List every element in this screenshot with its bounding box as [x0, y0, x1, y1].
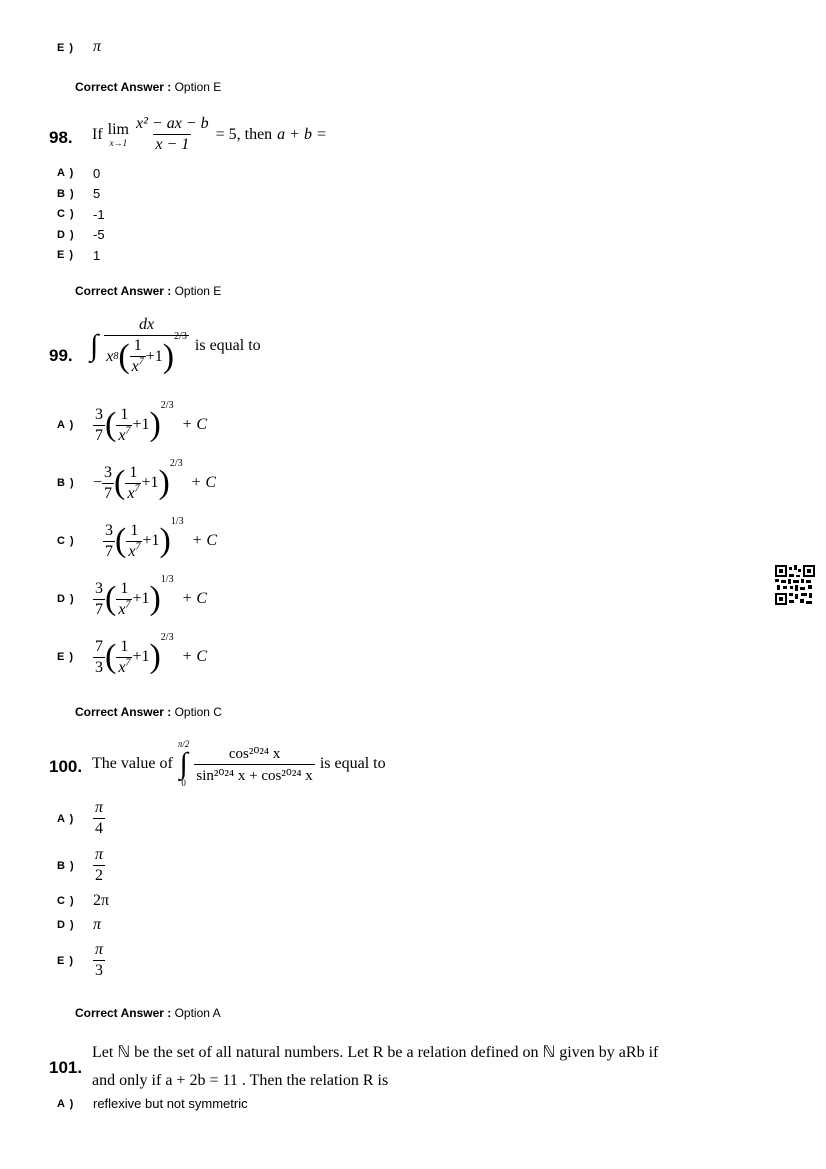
options-q99: A ) $\frac{3}{7}$ ( $\frac{1}{x^7}$ +1 ) 2/3 + C B ) − $\frac{3}{7}$ ( $\frac{1}{x^7}$ +1 ) 2/3 + C C ) $\frac{3}{7}$ ( $\frac{1}{x^7}$ +1 ) 1/3 + C D ) $\frac{3}{7}$ ( $\frac{1}{x^7}$ +1 ) 1/3 + C E ) $\frac{7}{3}$ ( $\frac{1}{x^7}$ +1 ) 2/3 + C: [57, 399, 218, 676]
options-q100: A ) $\frac{\pi}{4}$ B ) $\frac{\pi}{2}$ C ) 2π D ) π E ) $\frac{\pi}{3}$: [57, 799, 110, 979]
question-100-text: The value of π/2 ∫ 0 $\frac{\text{cos²⁰²⁴ x}}{\text{sin²⁰²⁴ x + cos²⁰²⁴ x}}$ is equal to: [92, 739, 386, 788]
question-99-text: ∫ dx x 8 ( $\frac{1}{x^7}$ +1 ) 2/3 is equal to: [90, 316, 261, 375]
question-number: 100.: [49, 757, 83, 776]
question-101-line-1: Let ℕ be the set of all natural numbers. Let R be a relation defined on ℕ given by aRb if: [92, 1044, 659, 1061]
options-q101: A ) reflexive but not symmetric: [57, 1096, 248, 1111]
question-number: 98.: [49, 128, 73, 147]
correct-answer: Correct Answer : Option E: [75, 284, 222, 298]
question-98-text: If lim x→1 $\frac{\text{x² − ax − b}}{x - 1}$ = 5, then a + b =: [92, 115, 327, 153]
correct-answer: Correct Answer : Option C: [75, 705, 222, 719]
correct-answer: Correct Answer : Option A: [75, 1006, 221, 1020]
question-101-line-2: and only if a + 2b = 11 . Then the relation R is: [92, 1072, 389, 1089]
correct-answer: Correct Answer : Option E: [75, 80, 222, 94]
question-number: 99.: [49, 346, 73, 365]
option-label: E ): [57, 42, 75, 54]
question-number: 101.: [49, 1058, 83, 1077]
option-value: π: [93, 38, 102, 55]
qr-code-icon: [775, 565, 815, 605]
options-q98: A ) 0 B ) 5 C ) -1 D ) -5 E ) 1: [57, 165, 105, 263]
